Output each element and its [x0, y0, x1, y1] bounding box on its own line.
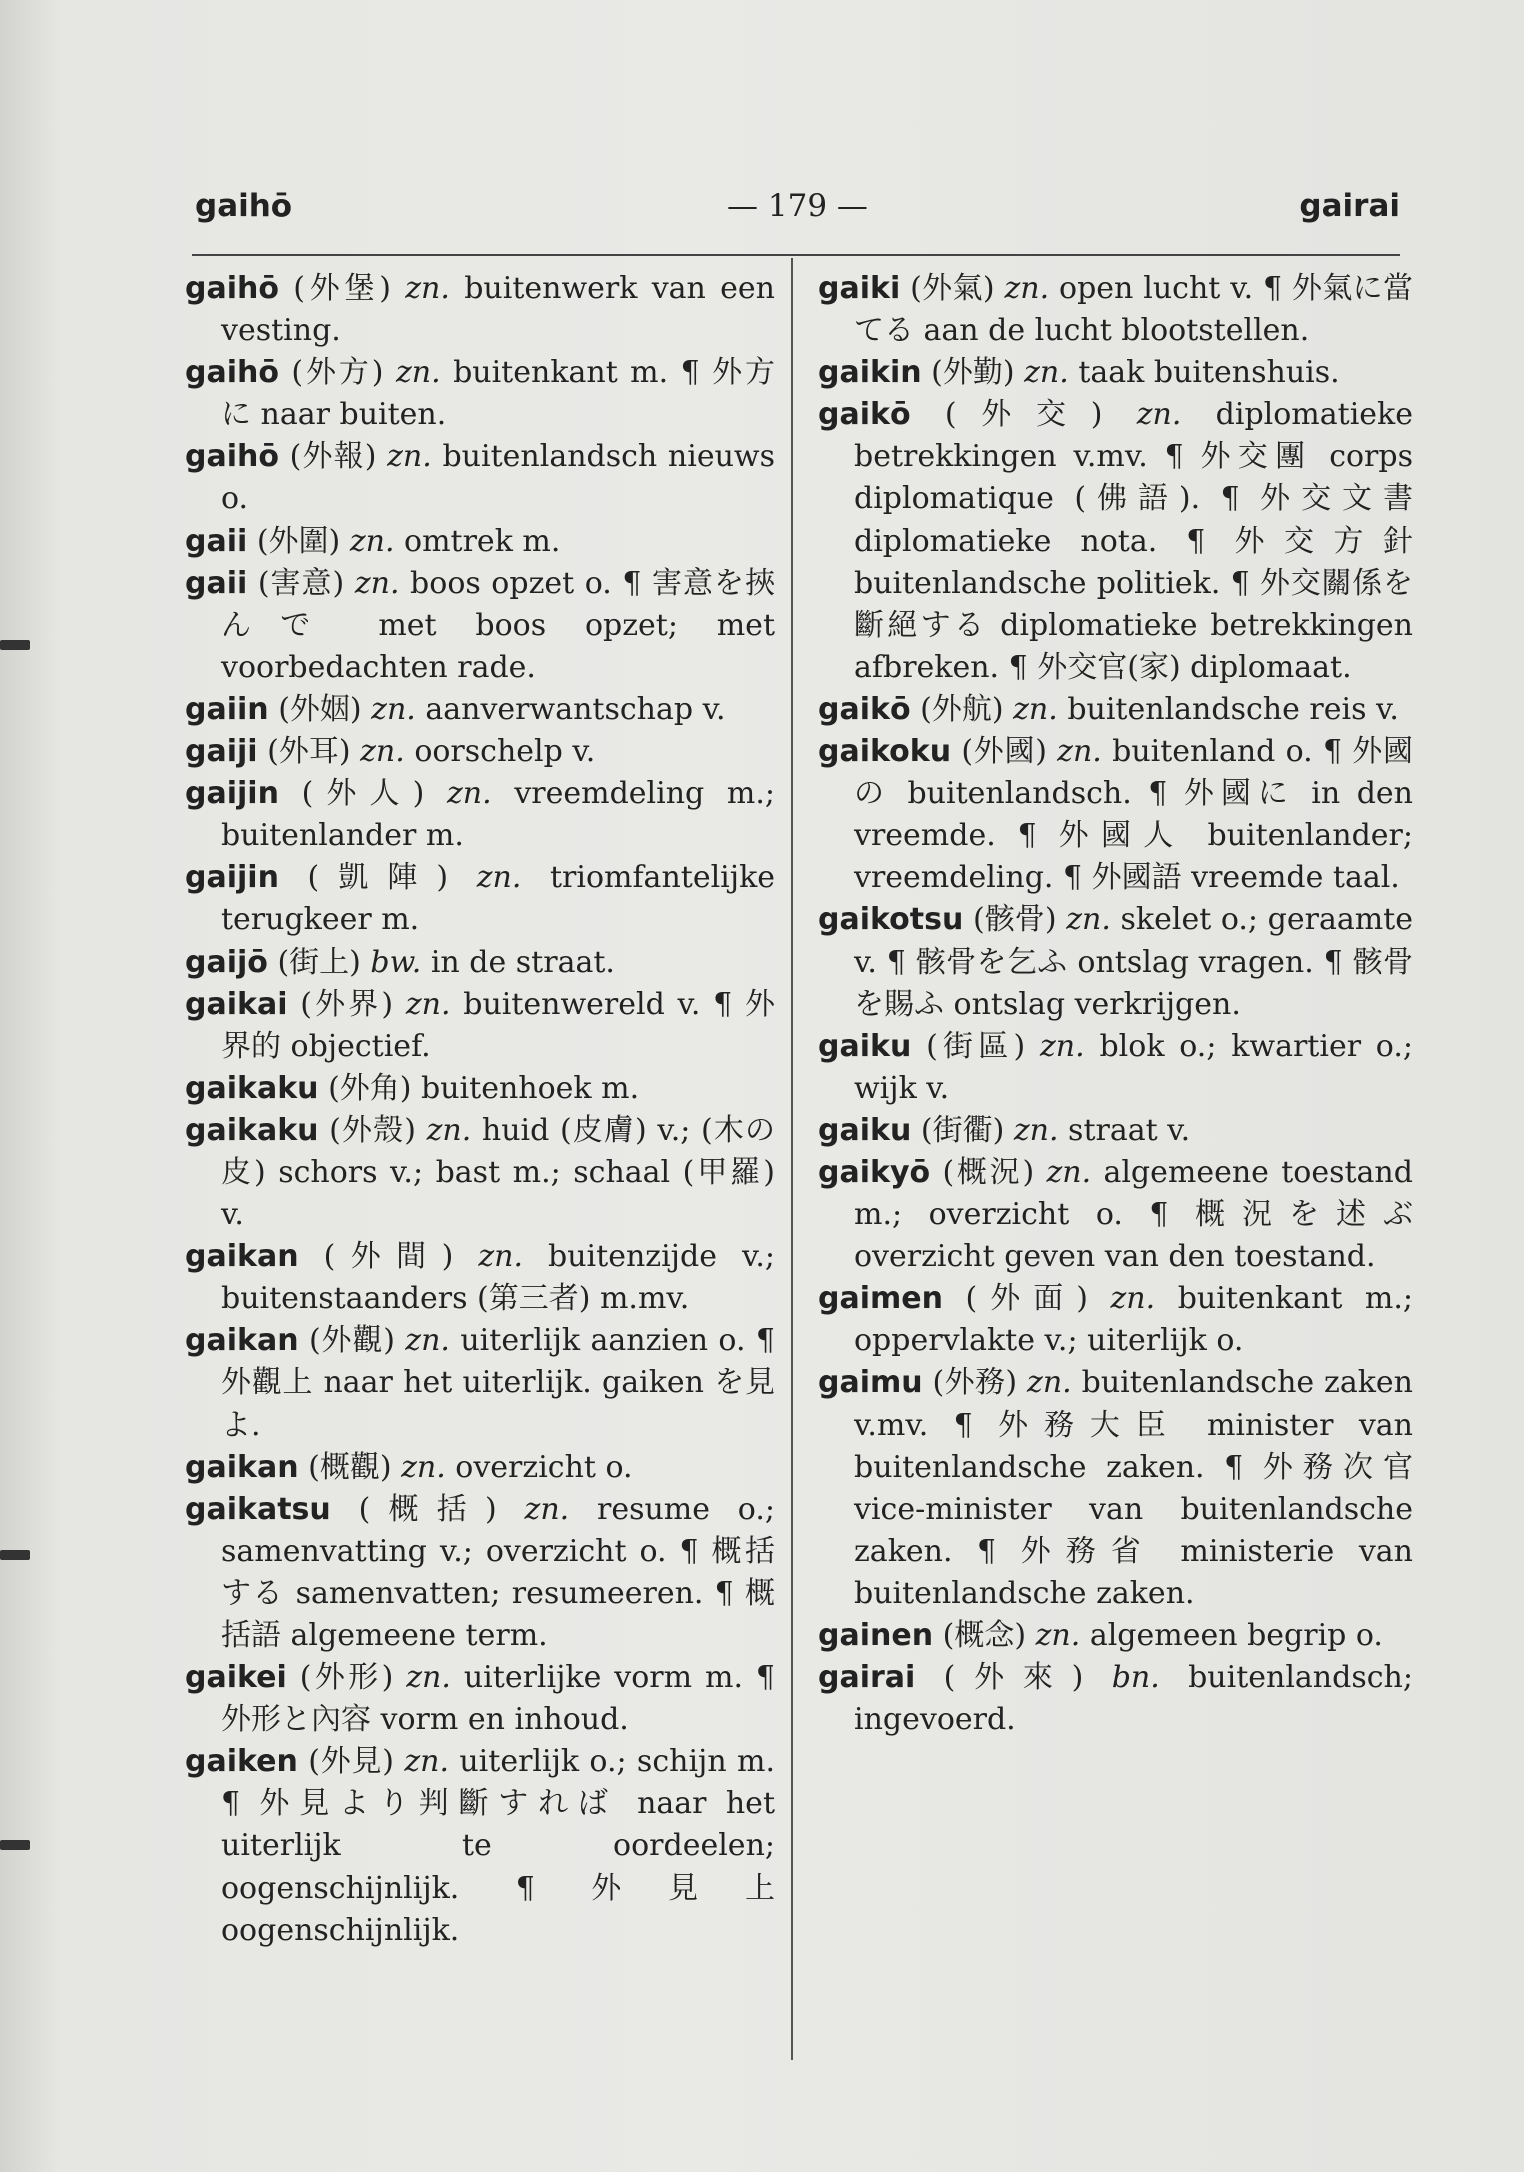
entry-kanji: (外報) [289, 439, 377, 475]
entry-part-of-speech: zn. [405, 271, 450, 306]
entry-headword: gaiin [185, 691, 269, 727]
entry-kanji: (外角) [328, 1070, 412, 1106]
entry-definition: aanverwantschap v. [425, 691, 726, 727]
dictionary-entry [185, 773, 775, 857]
entry-part-of-speech: zn. [1035, 1618, 1081, 1653]
dictionary-entry [185, 1236, 775, 1320]
entry-part-of-speech: zn. [1066, 902, 1111, 938]
entry-kanji: (街區) [926, 1028, 1026, 1064]
entry-definition: buitenlandsch; ingevoerd. [854, 1660, 1413, 1738]
entry-definition: triomfantelijke terugkeer m. [221, 860, 775, 938]
entry-part-of-speech: zn. [371, 691, 416, 727]
entry-headword: gaihō [185, 271, 279, 306]
right-column [818, 268, 1413, 1741]
entry-kanji: (外來) [943, 1660, 1084, 1696]
entry-definition: buitenlandsche reis v. [1067, 691, 1399, 727]
entry-kanji: (害意) [257, 565, 345, 601]
entry-part-of-speech: zn. [404, 1744, 450, 1780]
entry-kanji: (外耳) [267, 734, 351, 770]
entry-definition: diplomatieke betrekkingen v.mv. ¶ 外交團 corps diplomatique (佛語). ¶ 外交文書 diplomatieke nota. ¶ 外交方針 buitenlandsche politiek. ¶ 外交關係を斷絕する diplomatieke betrekkingen afbreken. ¶ 外交官(家) diplomaat. [854, 397, 1413, 685]
entry-kanji: (外面) [965, 1281, 1088, 1317]
header-rule [192, 254, 1400, 256]
entry-headword: gaihō [185, 439, 279, 475]
entry-headword: gaikoku [818, 734, 952, 770]
entry-part-of-speech: bn. [1111, 1660, 1160, 1696]
entry-definition: buitenlandsche zaken v.mv. ¶ 外務大臣 minister van buitenlandsche zaken. ¶ 外務次官 vice-minister van buitenlandsche zaken. ¶ 外務省 ministerie van buitenlandsche zaken. [854, 1365, 1413, 1611]
entry-definition: uiterlijk aanzien o. ¶ 外觀上 naar het uiterlijk. gaiken を見よ. [221, 1323, 775, 1443]
dictionary-entry [818, 1110, 1413, 1152]
entry-definition: uiterlijk o.; schijn m. ¶ 外見より判斷すれば naar het uiterlijk te oordeelen; oogenschijnlijk. ¶ 外見上 oogenschijnlijk. [221, 1744, 775, 1948]
entry-kanji: (街上) [277, 944, 361, 980]
entry-part-of-speech: zn. [478, 1239, 524, 1275]
entry-definition: buitenzijde v.; buitenstaanders (第三者) m.mv. [221, 1239, 775, 1317]
entry-kanji: (外氣) [910, 271, 995, 306]
dictionary-entry [185, 1657, 775, 1741]
entry-headword: gaikan [185, 1239, 299, 1275]
entry-definition: algemeene toestand m.; overzicht o. ¶ 概況を述ぶ overzicht geven van den toestand. [854, 1154, 1413, 1275]
entry-kanji: (外圍) [256, 523, 341, 559]
dictionary-entry [818, 899, 1413, 1025]
left-guide-word: gaihō [195, 188, 293, 224]
entry-kanji: (外界) [300, 986, 394, 1022]
entry-part-of-speech: zn. [405, 986, 451, 1022]
entry-headword: gaiki [818, 271, 901, 306]
entry-headword: gaijin [185, 776, 279, 812]
entry-kanji: (外國) [961, 734, 1047, 770]
entry-kanji: (概括) [358, 1491, 497, 1527]
dictionary-entry [818, 1152, 1413, 1278]
entry-part-of-speech: zn. [401, 1449, 446, 1485]
dictionary-entry [185, 942, 775, 984]
dictionary-entry [185, 1068, 775, 1110]
entry-headword: gaijō [185, 944, 268, 980]
entry-headword: gaimen [818, 1281, 943, 1317]
entry-definition: skelet o.; geraamte v. ¶ 骸骨を乞ふ ontslag vragen. ¶ 骸骨を賜ふ ontslag verkrijgen. [854, 902, 1413, 1022]
entry-headword: gaikatsu [185, 1491, 331, 1527]
binding-mark [0, 1550, 30, 1560]
entry-headword: gaijin [185, 860, 279, 896]
entry-headword: gaikai [185, 986, 288, 1022]
entry-part-of-speech: zn. [1013, 1112, 1059, 1148]
right-guide-word: gairai [1299, 188, 1400, 224]
page-number: — 179 — [727, 188, 868, 224]
entry-kanji: (街衢) [920, 1112, 1005, 1148]
entry-kanji: (外姻) [278, 691, 362, 727]
entry-kanji: (外交) [944, 397, 1103, 433]
entry-part-of-speech: zn. [1110, 1281, 1156, 1317]
dictionary-entry [185, 521, 775, 563]
dictionary-entry [818, 689, 1413, 731]
entry-headword: gaikyō [818, 1154, 931, 1190]
entry-kanji: (外勤) [931, 355, 1015, 391]
dictionary-entry [185, 1320, 775, 1446]
entry-headword: gaiku [818, 1112, 912, 1148]
entry-definition: buitenkant m.; oppervlakte v.; uiterlijk o. [854, 1281, 1414, 1359]
dictionary-entry [185, 563, 775, 689]
dictionary-entry [185, 689, 775, 731]
entry-kanji: (外形) [299, 1660, 394, 1696]
entry-definition: buitenwereld v. ¶ 外界的 objectief. [221, 986, 775, 1064]
entry-headword: gaiken [185, 1744, 298, 1780]
entry-part-of-speech: zn. [476, 860, 522, 896]
entry-definition: open lucht v. ¶ 外氣に當てる aan de lucht blootstellen. [854, 271, 1414, 349]
dictionary-entry [818, 1362, 1413, 1615]
binding-mark [0, 1840, 30, 1850]
entry-part-of-speech: bw. [370, 944, 422, 980]
entry-definition: buitenkant m. ¶ 外方に naar buiten. [221, 355, 775, 433]
entry-part-of-speech: zn. [1057, 734, 1102, 770]
entry-part-of-speech: zn. [354, 565, 400, 601]
entry-definition: buitenhoek m. [421, 1070, 640, 1106]
entry-headword: gaikō [818, 691, 911, 727]
entry-headword: gaikan [185, 1449, 299, 1485]
dictionary-entry [185, 1741, 775, 1951]
entry-kanji: (外間) [323, 1239, 454, 1275]
entry-part-of-speech: zn. [1027, 1365, 1072, 1401]
entry-headword: gaikotsu [818, 902, 964, 938]
dictionary-entry [818, 352, 1413, 394]
entry-part-of-speech: zn. [406, 1660, 451, 1696]
entry-definition: overzicht o. [455, 1449, 633, 1485]
entry-headword: gaiji [185, 734, 258, 770]
page-header [195, 188, 1400, 238]
entry-definition: blok o.; kwartier o.; wijk v. [854, 1028, 1413, 1106]
entry-part-of-speech: zn. [1013, 691, 1058, 727]
entry-headword: gaii [185, 523, 248, 559]
entry-headword: gaikaku [185, 1070, 319, 1106]
entry-kanji: (骸骨) [972, 902, 1057, 938]
dictionary-entry [818, 1615, 1413, 1657]
entry-part-of-speech: zn. [426, 1112, 472, 1148]
left-column [185, 268, 775, 1952]
entry-headword: gaikin [818, 355, 922, 391]
entry-definition: omtrek m. [404, 523, 561, 559]
entry-part-of-speech: zn. [1136, 397, 1182, 433]
dictionary-entry [818, 1026, 1413, 1110]
entry-definition: uiterlijke vorm m. ¶ 外形と內容 vorm en inhoud. [221, 1660, 775, 1738]
entry-part-of-speech: zn. [387, 439, 432, 475]
dictionary-entry [185, 984, 775, 1068]
dictionary-entry [818, 268, 1413, 352]
entry-headword: gaikan [185, 1323, 299, 1359]
entry-headword: gaikaku [185, 1112, 319, 1148]
entry-headword: gaiku [818, 1028, 912, 1064]
entry-headword: gaimu [818, 1365, 923, 1401]
entry-part-of-speech: zn. [395, 355, 441, 391]
entry-definition: vreemdeling m.; buitenlander m. [221, 776, 775, 854]
entry-definition: taak buitenshuis. [1078, 355, 1340, 391]
entry-headword: gaikō [818, 397, 911, 433]
entry-headword: gainen [818, 1618, 934, 1653]
entry-kanji: (外航) [920, 691, 1004, 727]
dictionary-entry [185, 857, 775, 941]
entry-kanji: (概念) [942, 1618, 1027, 1653]
entry-definition: buitenland o. ¶ 外國の buitenlandsch. ¶ 外國に in den vreemde. ¶ 外國人 buitenlander; vreemdeling. ¶ 外國語 vreemde taal. [854, 734, 1413, 896]
entry-headword: gaihō [185, 355, 279, 391]
entry-definition: oorschelp v. [414, 734, 596, 770]
entry-headword: gaikei [185, 1660, 287, 1696]
entry-part-of-speech: zn. [405, 1323, 450, 1359]
entry-part-of-speech: zn. [349, 523, 395, 559]
column-divider [791, 258, 793, 2060]
entry-part-of-speech: zn. [447, 776, 492, 812]
entry-definition: resume o.; samenvatting v.; overzicht o. ¶ 概括する samenvatten; resumeeren. ¶ 概括語 algemeene term. [221, 1491, 775, 1653]
entry-kanji: (外殼) [329, 1112, 416, 1148]
entry-definition: algemeen begrip o. [1089, 1618, 1383, 1653]
entry-kanji: (外見) [308, 1744, 394, 1780]
entry-definition: in de straat. [430, 944, 615, 980]
entry-part-of-speech: zn. [1024, 355, 1069, 391]
dictionary-entry [185, 436, 775, 520]
entry-headword: gairai [818, 1660, 916, 1696]
entry-definition: buitenlandsch nieuws o. [221, 439, 775, 517]
entry-kanji: (概況) [942, 1154, 1035, 1190]
entry-kanji: (凱陣) [307, 860, 449, 896]
entry-part-of-speech: zn. [1046, 1154, 1092, 1190]
dictionary-entry [818, 731, 1413, 899]
entry-kanji: (概觀) [308, 1449, 392, 1485]
dictionary-entry [185, 731, 775, 773]
dictionary-entry [818, 1278, 1413, 1362]
entry-definition: straat v. [1068, 1112, 1191, 1148]
dictionary-entry [818, 1657, 1413, 1741]
entry-part-of-speech: zn. [1040, 1028, 1085, 1064]
entry-headword: gaii [185, 565, 248, 601]
entry-kanji: (外人) [301, 776, 425, 812]
binding-mark [0, 640, 30, 650]
dictionary-entry [185, 268, 775, 352]
dictionary-entry [818, 394, 1413, 689]
entry-part-of-speech: zn. [360, 734, 405, 770]
entry-kanji: (外堡) [293, 271, 391, 306]
entry-definition: buitenwerk van een vesting. [221, 271, 775, 349]
dictionary-entry [185, 1489, 775, 1657]
entry-definition: boos opzet o. ¶ 害意を挾んで met boos opzet; met voorbedachten rade. [221, 565, 775, 685]
entry-part-of-speech: zn. [524, 1491, 570, 1527]
entry-kanji: (外方) [291, 355, 384, 391]
entry-definition: huid (皮膚) v.; (木の皮) schors v.; bast m.; schaal (甲羅) v. [221, 1112, 775, 1233]
dictionary-entry [185, 1110, 775, 1236]
dictionary-entry [185, 1447, 775, 1489]
entry-kanji: (外觀) [308, 1323, 395, 1359]
entry-kanji: (外務) [932, 1365, 1018, 1401]
dictionary-entry [185, 352, 775, 436]
entry-part-of-speech: zn. [1004, 271, 1050, 306]
